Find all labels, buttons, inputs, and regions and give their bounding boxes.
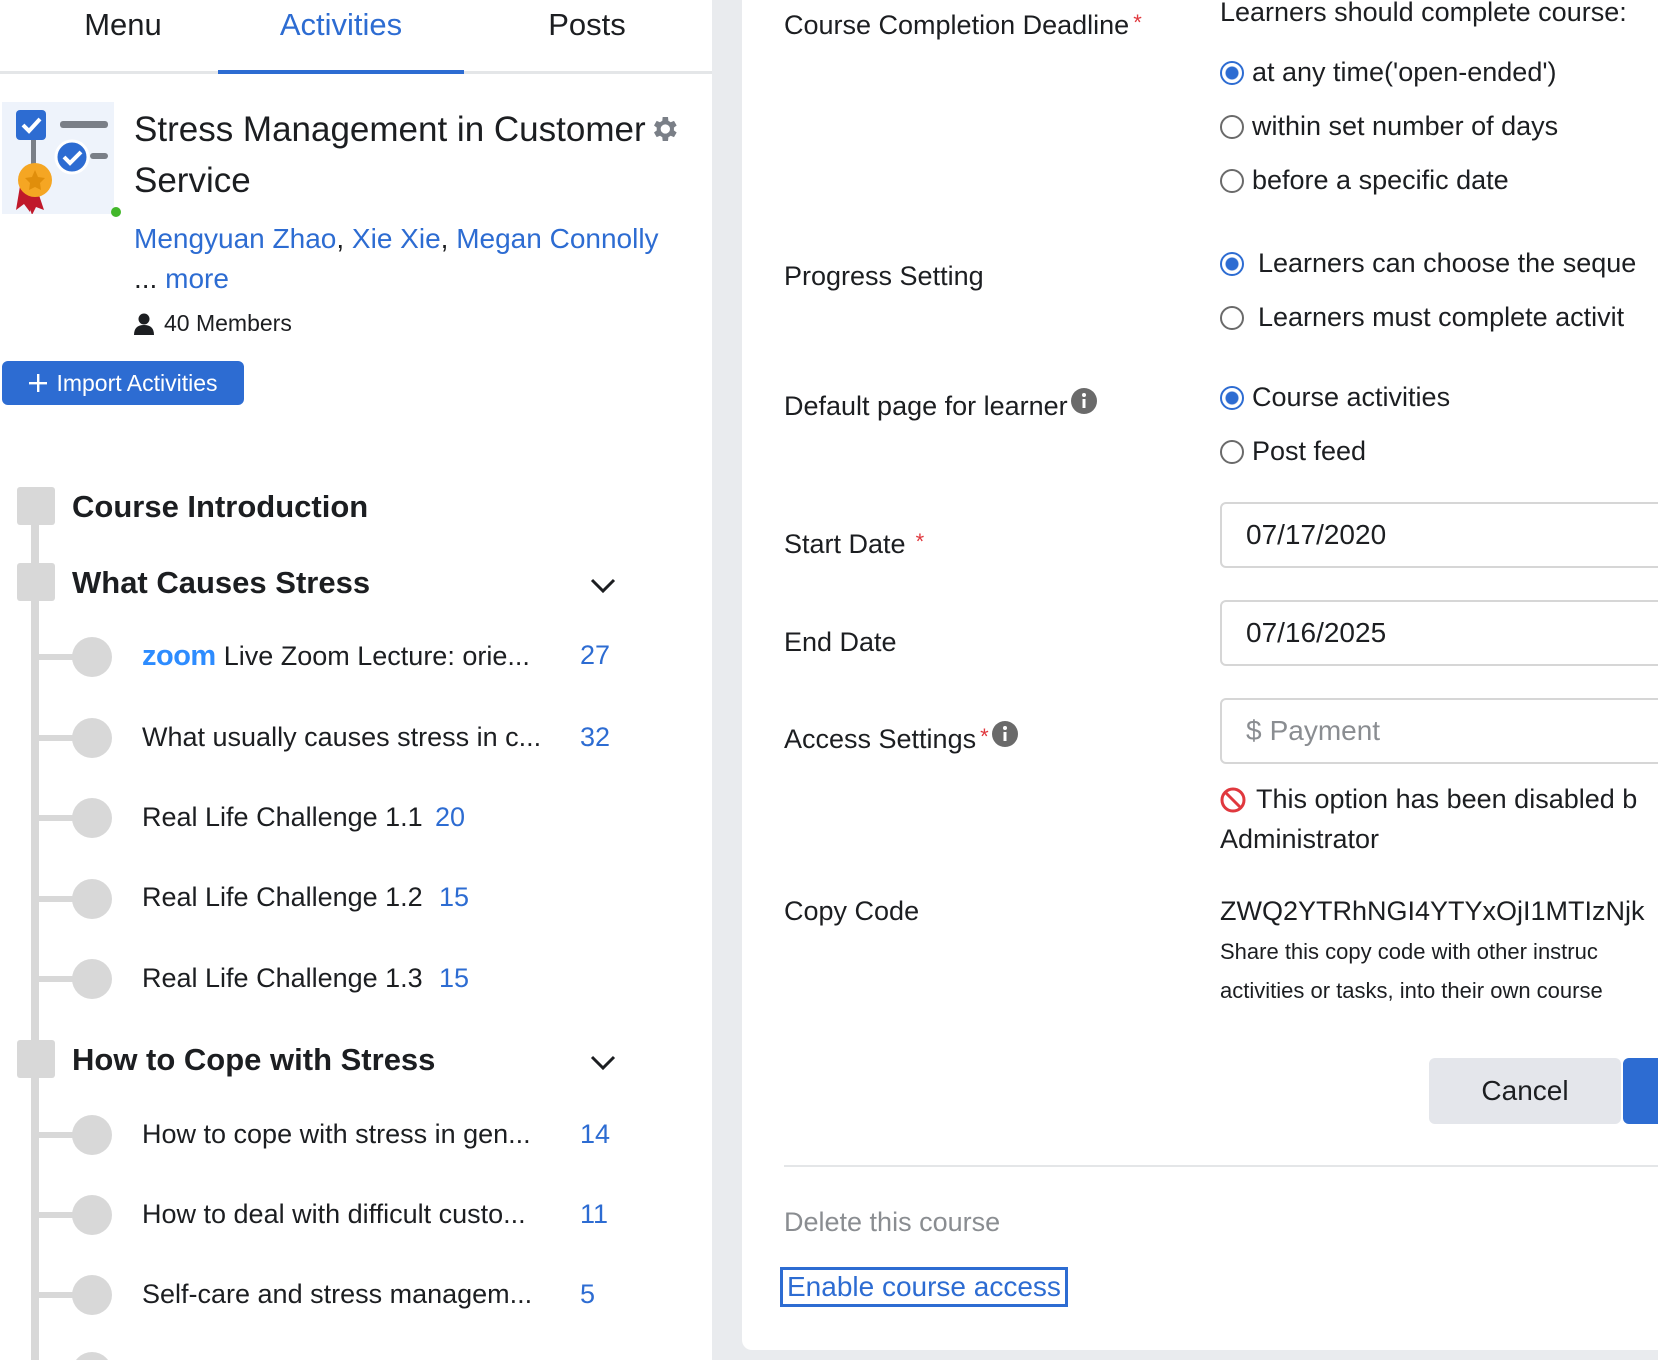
progress-option-sequential[interactable] <box>1220 302 1624 333</box>
copy-code-value <box>1220 896 1645 927</box>
deadline-intro <box>1220 0 1627 28</box>
section-title[interactable]: Course Introduction <box>72 489 369 524</box>
prohibited-icon <box>1220 787 1246 813</box>
timeline-line <box>31 490 39 1360</box>
more-prefix: ... <box>134 263 166 294</box>
activity-count[interactable]: 27 <box>580 640 611 670</box>
activity-title[interactable]: How to deal with difficult custo... <box>142 1199 526 1229</box>
option-label: before a specific date <box>1252 165 1509 195</box>
default-page-label <box>784 391 1098 422</box>
author-link[interactable]: Megan Connolly <box>456 223 659 254</box>
start-date-field[interactable]: 07/17/2020 <box>1220 502 1658 568</box>
section-marker <box>17 1040 55 1078</box>
start-date-label <box>784 529 924 560</box>
import-activities-button[interactable] <box>2 361 244 405</box>
radio-selected[interactable] <box>1220 61 1244 85</box>
access-settings-label-text: Access Settings <box>784 724 977 754</box>
disabled-note <box>1220 784 1637 815</box>
default-page-option-activities[interactable] <box>1220 382 1450 413</box>
copy-code-help <box>1220 932 1658 1010</box>
person-icon <box>134 313 154 335</box>
section-title[interactable]: What Causes Stress <box>72 565 371 600</box>
activity-title[interactable]: How to cope with stress in gen... <box>142 1119 531 1149</box>
course-title: Stress Management in Customer Service <box>134 110 646 200</box>
radio-unselected[interactable] <box>1220 115 1244 139</box>
option-label: Learners must complete activit <box>1258 302 1625 332</box>
section-marker <box>17 487 55 525</box>
course-badge-icon <box>2 102 114 214</box>
activity-title[interactable]: Real Life Challenge 1.1 <box>142 802 423 832</box>
option-label: at any time('open-ended') <box>1252 57 1557 87</box>
disabled-note-line1: This option has been disabled b <box>1256 784 1638 814</box>
copy-code-label: Copy Code <box>784 896 920 926</box>
activity-count[interactable]: 15 <box>439 882 470 912</box>
activity-node <box>72 1195 112 1235</box>
option-label: within set number of days <box>1252 111 1559 141</box>
chevron-down-icon[interactable] <box>588 576 618 596</box>
section-marker <box>17 563 55 601</box>
course-authors <box>134 219 694 299</box>
more-authors-link[interactable]: more <box>165 263 229 294</box>
required-marker: * <box>980 724 989 749</box>
option-label: Course activities <box>1252 382 1451 412</box>
copy-code-help-line2: activities or tasks, into their own course <box>1220 978 1603 1003</box>
option-label: Post feed <box>1252 436 1367 466</box>
activity-count[interactable]: 11 <box>580 1199 609 1229</box>
start-date-label-text: Start Date <box>784 529 906 559</box>
required-marker: * <box>915 529 925 554</box>
tab-menu[interactable]: Menu <box>84 7 162 42</box>
author-link[interactable]: Xie Xie <box>351 223 441 254</box>
section-title[interactable]: How to Cope with Stress <box>72 1042 436 1077</box>
tab-activities[interactable]: Activities <box>218 0 464 74</box>
default-page-label-text: Default page for learner <box>784 391 1068 421</box>
progress-label: Progress Setting <box>784 261 984 291</box>
radio-selected[interactable] <box>1220 252 1244 276</box>
chevron-down-icon[interactable] <box>588 1053 618 1073</box>
online-status-dot <box>111 207 121 217</box>
enable-course-access-link[interactable]: Enable course access <box>780 1267 1068 1307</box>
activity-count[interactable]: 5 <box>580 1279 596 1309</box>
dollar-icon: $ <box>1246 715 1262 746</box>
deadline-intro-text: Learners should complete course: <box>1220 0 1627 27</box>
deadline-label <box>784 10 1142 41</box>
deadline-option-open-ended[interactable] <box>1220 57 1557 88</box>
activity-title-text: Live Zoom Lecture: orie... <box>223 641 530 671</box>
info-icon[interactable] <box>991 720 1019 748</box>
zoom-logo: zoom <box>142 640 216 672</box>
activity-node <box>72 798 112 838</box>
activity-node <box>72 1115 112 1155</box>
activity-node <box>72 637 112 677</box>
end-date-label: End Date <box>784 627 897 657</box>
radio-unselected[interactable] <box>1220 169 1244 193</box>
author-link[interactable]: Mengyuan Zhao <box>134 223 337 254</box>
required-marker: * <box>1133 10 1142 35</box>
activity-title[interactable]: Self-care and stress managem... <box>142 1279 533 1309</box>
disabled-note-line2 <box>1220 824 1379 855</box>
activity-title[interactable]: Real Life Challenge 1.2 <box>142 882 423 912</box>
tab-bar <box>0 0 712 74</box>
course-settings-panel <box>742 0 1658 1350</box>
plus-icon <box>28 373 48 393</box>
cancel-button[interactable]: Cancel <box>1429 1058 1621 1124</box>
radio-unselected[interactable] <box>1220 440 1244 464</box>
tab-posts[interactable]: Posts <box>548 7 626 42</box>
gear-icon[interactable] <box>648 113 680 145</box>
info-icon[interactable] <box>1070 387 1098 415</box>
members-label: 40 Members <box>164 310 292 336</box>
delete-course-link[interactable]: Delete this course <box>784 1207 1001 1237</box>
activity-node <box>72 959 112 999</box>
save-button[interactable] <box>1623 1058 1658 1124</box>
activity-title[interactable]: Real Life Challenge 1.3 <box>142 963 423 993</box>
course-sidebar <box>0 0 712 1360</box>
access-settings-label <box>784 724 1019 755</box>
activity-count[interactable]: 15 <box>439 963 470 993</box>
activity-node <box>72 1275 112 1315</box>
activity-node <box>72 718 112 758</box>
import-activities-label: Import Activities <box>56 369 218 396</box>
radio-unselected[interactable] <box>1220 306 1244 330</box>
activity-node <box>72 879 112 919</box>
end-date-field[interactable]: 07/16/2025 <box>1220 600 1658 666</box>
members-count <box>134 310 292 337</box>
radio-selected[interactable] <box>1220 386 1244 410</box>
activity-node <box>72 1352 112 1360</box>
author-separator: , <box>336 223 345 254</box>
author-separator: , <box>440 223 449 254</box>
access-settings-select <box>1220 698 1658 764</box>
divider <box>784 1165 1658 1167</box>
activity-count[interactable]: 20 <box>435 802 466 832</box>
activity-count[interactable]: 32 <box>580 722 611 752</box>
progress-option-any-order[interactable] <box>1220 248 1636 279</box>
default-page-option-posts[interactable] <box>1220 436 1366 467</box>
copy-code-help-line1: Share this copy code with other instruc <box>1220 939 1598 964</box>
deadline-option-days[interactable] <box>1220 111 1558 142</box>
access-settings-value: Payment <box>1269 715 1381 746</box>
deadline-option-date[interactable] <box>1220 165 1509 196</box>
deadline-label-text: Course Completion Deadline <box>784 10 1130 40</box>
activity-count[interactable]: 14 <box>580 1119 611 1149</box>
activity-title[interactable] <box>142 640 530 673</box>
option-label: Learners can choose the seque <box>1258 248 1637 278</box>
activity-title[interactable]: What usually causes stress in c... <box>142 722 542 752</box>
disabled-note-line2-text: Administrator <box>1220 824 1380 854</box>
copy-code-text: ZWQ2YTRhNGI4YTYxOjI1MTIzNjk <box>1220 896 1645 926</box>
